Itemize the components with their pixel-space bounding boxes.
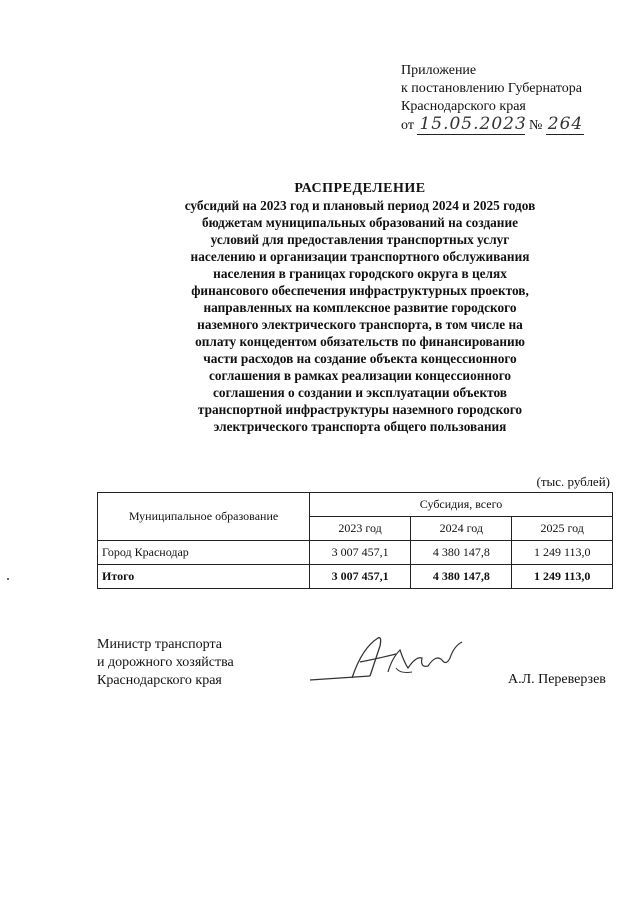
title-line: транспортной инфраструктуры наземного городского (197, 402, 523, 417)
units-label: (тыс. рублей) (536, 474, 610, 489)
row-municipality: Город Краснодар (98, 541, 310, 565)
number-value: 264 (547, 114, 584, 134)
title-line: субсидий на 2023 год и плановый период 2024 и 2025 годов (184, 198, 536, 213)
number-field (546, 116, 584, 135)
row-value: 1 249 113,0 (512, 541, 613, 565)
title-line: бюджетам муниципальных образований на создание (201, 215, 519, 230)
title-line: населению и организации транспортного обслуживания (190, 249, 530, 264)
scan-mark (7, 578, 9, 580)
appendix-header (401, 62, 584, 135)
title-line: части расходов на создание объекта концессионного (203, 351, 517, 366)
title-line: условий для предоставления транспортных услуг (210, 232, 510, 247)
row-value: 3 007 457,1 (310, 541, 411, 565)
header-subsidy: Субсидия, всего (310, 493, 613, 517)
header-year: 2025 год (512, 517, 613, 541)
signatory-position (97, 636, 234, 690)
signatory-name: А.Л. Переверзев (508, 672, 606, 687)
title-line: соглашения о создании и эксплуатации объектов (213, 385, 507, 400)
title-line: наземного электрического транспорта, в том числе на (197, 317, 523, 332)
title-line: оплату концедентом обязательств по финансированию (195, 334, 525, 349)
title-line: населения в границах городского округа в целях (213, 266, 507, 281)
date-value: 15.05.2023 (419, 114, 527, 134)
region-name: Краснодарского края (401, 99, 526, 114)
subsidy-table (97, 492, 613, 589)
header-municipality: Муниципальное образование (98, 493, 310, 541)
total-value: 4 380 147,8 (411, 565, 512, 589)
title-line: соглашения в рамках реализации концессионного (208, 368, 512, 383)
position-line: Краснодарского края (97, 673, 222, 688)
table-total-row (98, 565, 613, 589)
title-line: финансового обеспечения инфраструктурных проектов, (191, 283, 529, 298)
date-field (417, 116, 525, 135)
position-line: Министр транспорта (97, 637, 222, 652)
total-value: 1 249 113,0 (512, 565, 613, 589)
table-row (98, 541, 613, 565)
handwritten-signature (300, 628, 480, 688)
title-heading: РАСПРЕДЕЛЕНИЕ (294, 181, 426, 196)
title-line: электрического транспорта общего пользования (213, 419, 507, 434)
number-prefix: № (528, 118, 543, 133)
date-number-line (401, 116, 584, 135)
row-value: 4 380 147,8 (411, 541, 512, 565)
table-header-row (98, 493, 613, 517)
title-line: направленных на комплексное развитие городского (203, 300, 517, 315)
decree-reference: к постановлению Губернатора (401, 81, 582, 96)
total-label: Итого (98, 565, 310, 589)
document-title (100, 180, 620, 435)
position-line: и дорожного хозяйства (97, 655, 234, 670)
header-year: 2024 год (411, 517, 512, 541)
appendix-label: Приложение (401, 63, 477, 78)
header-year: 2023 год (310, 517, 411, 541)
date-prefix: от (401, 118, 414, 133)
total-value: 3 007 457,1 (310, 565, 411, 589)
